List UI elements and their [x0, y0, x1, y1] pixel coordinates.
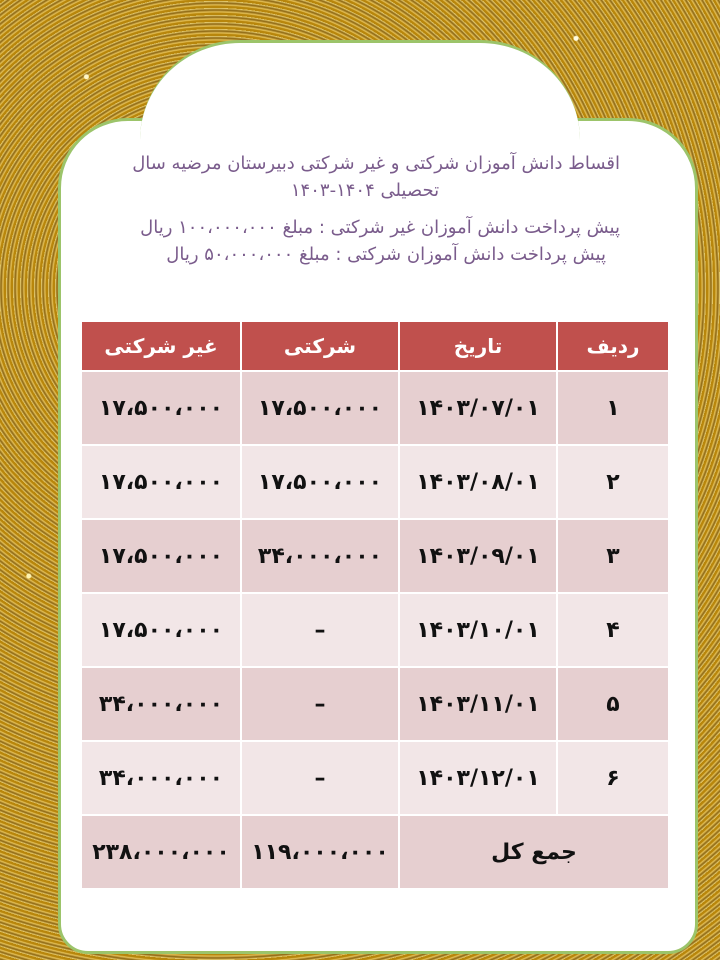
cell-gheyr: ۳۴،۰۰۰،۰۰۰	[81, 741, 241, 815]
cell-sherkati: ۱۷،۵۰۰،۰۰۰	[241, 445, 399, 519]
cell-radif: ۲	[557, 445, 669, 519]
installments-table	[80, 320, 670, 890]
prepay-non-company: پیش پرداخت دانش آموزان غیر شرکتی : مبلغ ۱۰۰،۰۰۰،۰۰۰ ریال	[140, 217, 620, 238]
total-sherkati: ۱۱۹،۰۰۰،۰۰۰	[241, 815, 399, 889]
cell-sherkati: ۳۴،۰۰۰،۰۰۰	[241, 519, 399, 593]
cell-date: ۱۴۰۳/۰۷/۰۱	[399, 371, 557, 445]
panel-cap	[140, 40, 580, 163]
prepay-company: پیش پرداخت دانش آموزان شرکتی : مبلغ ۵۰،۰۰۰،۰۰۰ ریال	[166, 244, 606, 265]
cell-date: ۱۴۰۳/۰۸/۰۱	[399, 445, 557, 519]
table-row	[81, 741, 669, 815]
table-row	[81, 519, 669, 593]
cell-radif: ۵	[557, 667, 669, 741]
cell-sherkati: –	[241, 667, 399, 741]
cell-date: ۱۴۰۳/۱۰/۰۱	[399, 593, 557, 667]
cell-gheyr: ۱۷،۵۰۰،۰۰۰	[81, 445, 241, 519]
total-row	[81, 815, 669, 889]
cell-gheyr: ۱۷،۵۰۰،۰۰۰	[81, 371, 241, 445]
header-date: تاریخ	[399, 321, 557, 371]
table-row	[81, 371, 669, 445]
total-gheyr: ۲۳۸،۰۰۰،۰۰۰	[81, 815, 241, 889]
cell-sherkati: ۱۷،۵۰۰،۰۰۰	[241, 371, 399, 445]
title-line-2: تحصیلی ۱۴۰۴-۱۴۰۳	[290, 180, 440, 201]
cell-sherkati: –	[241, 741, 399, 815]
table-header-row	[81, 321, 669, 371]
header-gheyr-sherkati: غیر شرکتی	[81, 321, 241, 371]
title-line-1: اقساط دانش آموزان شرکتی و غیر شرکتی دبیرستان مرضیه سال	[132, 153, 620, 174]
cell-date: ۱۴۰۳/۰۹/۰۱	[399, 519, 557, 593]
cell-radif: ۱	[557, 371, 669, 445]
table-row	[81, 445, 669, 519]
cell-gheyr: ۳۴،۰۰۰،۰۰۰	[81, 667, 241, 741]
header-radif: ردیف	[557, 321, 669, 371]
cell-radif: ۶	[557, 741, 669, 815]
cell-date: ۱۴۰۳/۱۱/۰۱	[399, 667, 557, 741]
header-sherkati: شرکتی	[241, 321, 399, 371]
total-label: جمع کل	[399, 815, 669, 889]
table-row	[81, 667, 669, 741]
cell-gheyr: ۱۷،۵۰۰،۰۰۰	[81, 519, 241, 593]
cell-radif: ۳	[557, 519, 669, 593]
cell-gheyr: ۱۷،۵۰۰،۰۰۰	[81, 593, 241, 667]
cell-sherkati: –	[241, 593, 399, 667]
cell-date: ۱۴۰۳/۱۲/۰۱	[399, 741, 557, 815]
table-row	[81, 593, 669, 667]
header-block	[110, 150, 620, 268]
cell-radif: ۴	[557, 593, 669, 667]
